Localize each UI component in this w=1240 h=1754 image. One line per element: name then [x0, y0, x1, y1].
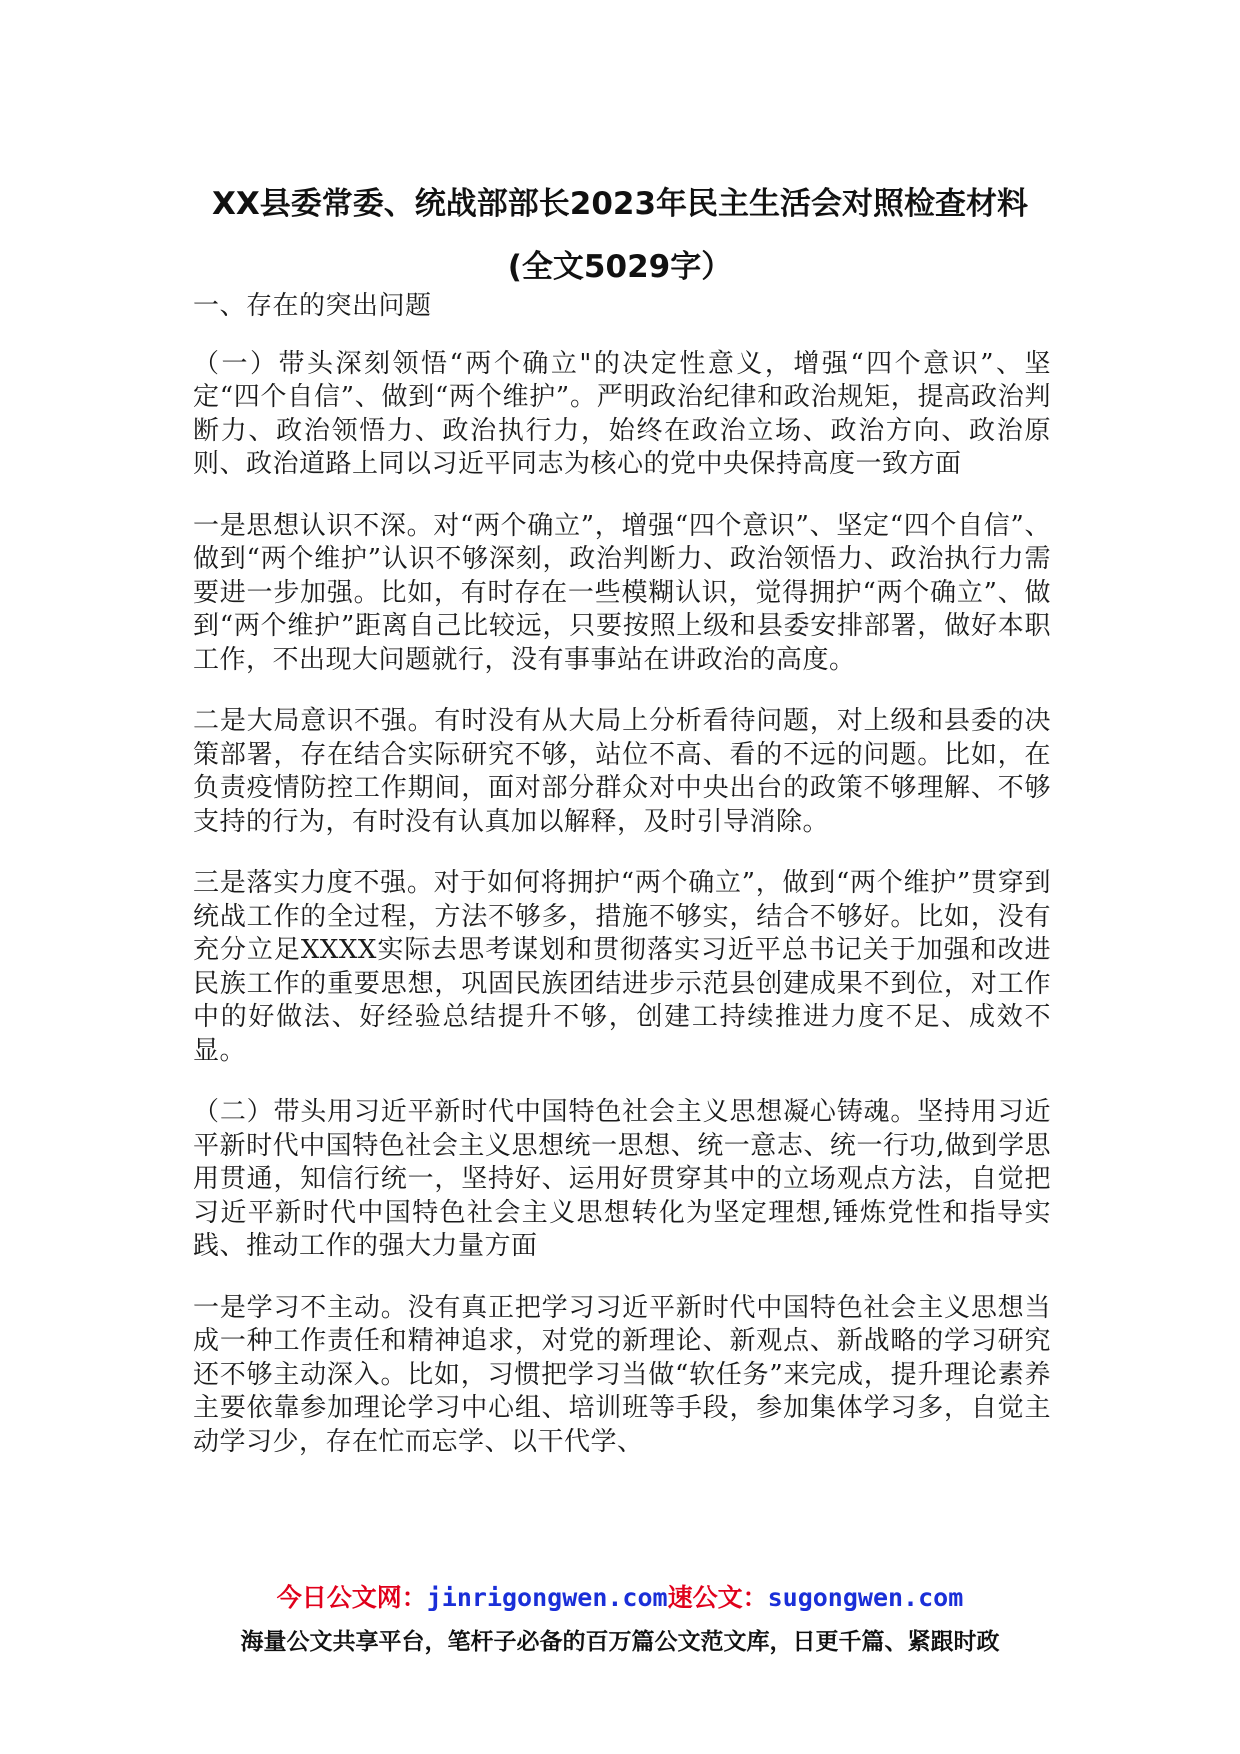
paragraph: 一是思想认识不深。对“两个确立”，增强“四个意识”、坚定“四个自信”、做到“两个维护”认识不够深刻，政治判断力、政治领悟力、政治执行力需要进一步加强。比如，有时存在一些模糊认识，觉得拥护“两个确立”、做到“两个维护”距离自己比较远，只要按照上级和县委安排部署，做好本职工作，不出现大问题就行，没有事事站在讲政治的高度。	[193, 510, 1051, 675]
paragraph: 三是落实力度不强。对于如何将拥护“两个确立”，做到“两个维护”贯穿到统战工作的全过程，方法不够多，措施不够实，结合不够好。比如，没有充分立足XXXX实际去思考谋划和贯彻落实习近平总书记关于加强和改进民族工作的重要思想，巩固民族团结进步示范县创建成果不到位，对工作中的好做法、好经验总结提升不够，创建工持续推进力度不足、成效不显。	[193, 868, 1051, 1066]
paragraph: 一是学习不主动。没有真正把学习习近平新时代中国特色社会主义思想当成一种工作责任和精神追求，对党的新理论、新观点、新战略的学习研究还不够主动深入。比如，习惯把学习当做“软任务”来完成，提升理论素养主要依靠参加理论学习中心组、培训班等手段，参加集体学习多，自觉主动学习少，存在忙而忘学、以干代学、	[193, 1292, 1051, 1457]
paragraph: （二）带头用习近平新时代中国特色社会主义思想凝心铸魂。坚持用习近平新时代中国特色社会主义思想统一思想、统一意志、统一行功,做到学思用贯通，知信行统一，坚持好、运用好贯穿其中的立场观点方法，自觉把习近平新时代中国特色社会主义思想转化为坚定理想,锤炼党性和指导实践、推动工作的强大力量方面	[193, 1097, 1051, 1261]
site2-name: 速公文：	[667, 1583, 768, 1612]
footer-tagline: 海量公文共享平台，笔杆子必备的百万篇公文范文库，日更千篇、紧跟时政	[240, 1629, 1000, 1655]
site2-link[interactable]: sugongwen.com	[767, 1583, 964, 1612]
section-heading: 一、存在的突出问题	[193, 291, 432, 321]
document-title: XX县委常委、统战部部长2023年民主生活会对照检查材料	[211, 186, 1029, 222]
document-body	[193, 290, 1051, 1487]
site1-link[interactable]: jinrigongwen.com	[426, 1583, 668, 1612]
paragraph: （一）带头深刻领悟“两个确立"的决定性意义，增强“四个意识”、坚定“四个自信”、做到“两个维护”。严明政治纪律和政治规矩，提高政治判断力、政治领悟力、政治执行力，始终在政治立场、政治方向、政治原则、政治道路上同以习近平同志为核心的党中央保持高度一致方面	[193, 348, 1051, 479]
paragraph: 二是大局意识不强。有时没有从大局上分析看待问题，对上级和县委的决策部署，存在结合实际研究不够，站位不高、看的不远的问题。比如，在负责疫情防控工作期间，面对部分群众对中央出台的政策不够理解、不够支持的行为，有时没有认真加以解释，及时引导消除。	[193, 706, 1051, 837]
footer-sites	[0, 1578, 1240, 1614]
site1-name: 今日公文网：	[276, 1583, 427, 1612]
document-subtitle-word-count: (全文5029字）	[507, 249, 733, 285]
